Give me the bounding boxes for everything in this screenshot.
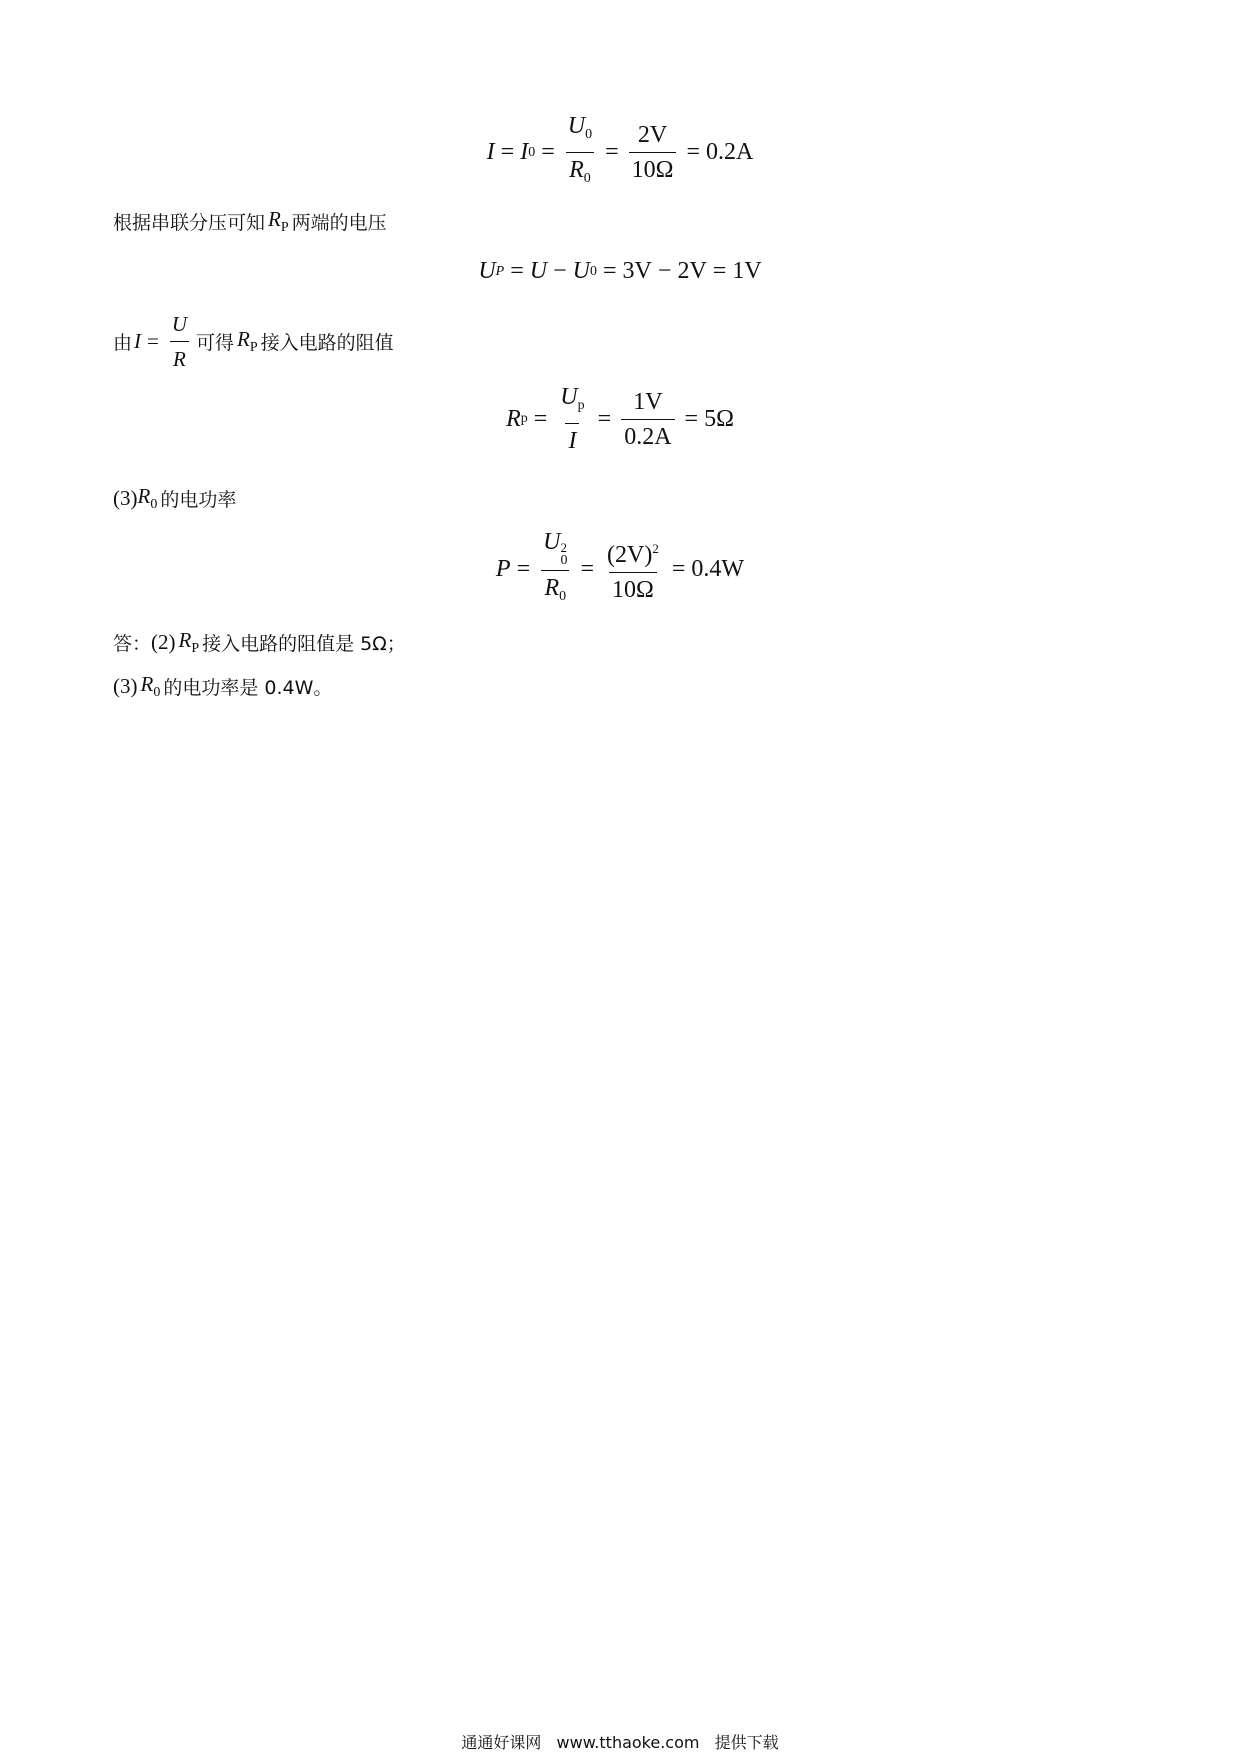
page-footer [0,1730,1240,1753]
text-answer-3: (3) $R_0$ 的电功率是 0.4W。 [113,672,333,700]
text-power-heading: (3) $R_0$ 的电功率 [113,484,237,512]
equation-voltage: U P = U − U 0 = 3V − 2V = 1V [478,258,762,284]
equation-power: P = U 2 0 $R_0$ = $\frac{(2V)^2}{10\Omega}$ = 0.4W [0,528,1240,611]
text-ohm-law: 由 I = $\frac{U}{R}$ 可得 $R_P$ 接入电路的阻值 [113,312,394,371]
footer-note: 提供下载 [714,1733,779,1752]
text-series-voltage: 根据串联分压可知 $R_P$ 两端的电压 [113,207,387,235]
footer-url: www.tthaoke.com [556,1733,700,1752]
equation-resistance: R p = $\frac{U_p}{I}$ = $\frac{1V}{0.2A}$ = 5Ω [506,384,734,454]
equation-current: I = I 0 = $\frac{U_0}{R_0}$ = $\frac{2V}{10\Omega}$ = 0.2A [0,112,1240,193]
footer-site-name: 通通好课网 [461,1733,542,1752]
text-answer-2: 答： (2) $R_P$ 接入电路的阻值是 5Ω； [113,628,406,656]
